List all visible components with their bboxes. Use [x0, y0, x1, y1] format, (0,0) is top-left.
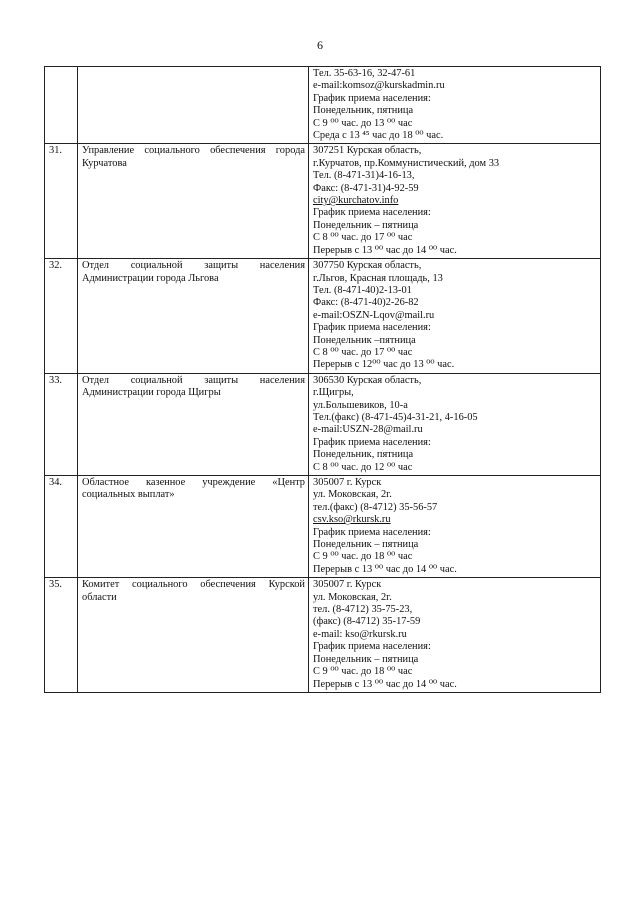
contact-line: г.Щигры,: [313, 387, 354, 399]
contact-line: ул. Моковская, 2г.: [313, 489, 392, 501]
contact-line: ул. Моковская, 2г.: [313, 591, 392, 603]
email-link[interactable]: csv.kso@rkursk.ru: [313, 514, 391, 526]
institutions-table: [44, 66, 601, 693]
contact-line: График приема населения:: [313, 641, 431, 653]
contact-line: Тел. (8-471-40)2-13-01: [313, 284, 412, 296]
email-link[interactable]: city@kurchatov.info: [313, 195, 399, 207]
contact-details: [309, 259, 601, 374]
organization-name: Отдел социальной защиты населения Администрации города Льгова: [78, 259, 309, 374]
row-number: [45, 67, 78, 144]
table-row: [45, 476, 601, 578]
contact-line: г.Курчатов, пр.Коммунистический, дом 33: [313, 157, 500, 169]
contact-line: График приема населения:: [313, 207, 431, 219]
contact-line: (факс) (8-4712) 35-17-59: [313, 616, 421, 628]
contact-line: С 9 ⁰⁰ час. до 18 ⁰⁰ час: [313, 666, 413, 678]
contact-line: Перерыв с 12⁰⁰ час до 13 ⁰⁰ час.: [313, 359, 455, 371]
contact-line: г.Льгов, Красная площадь, 13: [313, 272, 443, 284]
contact-line: Понедельник –пятница: [313, 334, 416, 346]
contact-line: 306530 Курская область,: [313, 374, 422, 386]
contact-line: Перерыв с 13 ⁰⁰ час до 14 ⁰⁰ час.: [313, 244, 457, 256]
contact-line: С 9 ⁰⁰ час. до 13 ⁰⁰ час: [313, 117, 413, 129]
row-number: 31.: [45, 144, 78, 259]
contact-line: Тел. (8-471-31)4-16-13,: [313, 170, 415, 182]
organization-name: Отдел социальной защиты населения Администрации города Щигры: [78, 373, 309, 475]
contact-line: График приема населения:: [313, 92, 431, 104]
contact-line: Факс: (8-471-31)4-92-59: [313, 182, 419, 194]
table-row: [45, 578, 601, 693]
organization-name: Областное казенное учреждение «Центр социальных выплат»: [78, 476, 309, 578]
contact-line: График приема населения:: [313, 322, 431, 334]
contact-line: Тел.(факс) (8-471-45)4-31-21, 4-16-05: [313, 411, 478, 423]
email-line[interactable]: e-mail:OSZN-Lqov@mail.ru: [313, 309, 435, 321]
organization-name: [78, 67, 309, 144]
email-line[interactable]: e-mail:komsoz@kurskadmin.ru: [313, 80, 445, 92]
contact-line: С 9 ⁰⁰ час. до 18 ⁰⁰ час: [313, 551, 413, 563]
table-row: [45, 259, 601, 374]
contact-line: Понедельник – пятница: [313, 219, 419, 231]
contact-line: Понедельник – пятница: [313, 539, 419, 551]
contact-line: С 8 ⁰⁰ час. до 17 ⁰⁰ час: [313, 232, 413, 244]
contact-line: С 8 ⁰⁰ час. до 17 ⁰⁰ час: [313, 346, 413, 358]
organization-name: Управление социального обеспечения города Курчатова: [78, 144, 309, 259]
email-line[interactable]: e-mail:USZN-28@mail.ru: [313, 424, 423, 436]
page-number: 6: [317, 38, 323, 52]
contact-line: График приема населения:: [313, 526, 431, 538]
contact-line: тел. (8-4712) 35-75-23,: [313, 604, 413, 616]
row-number: 35.: [45, 578, 78, 693]
table-row: [45, 67, 601, 144]
contact-line: тел.(факс) (8-4712) 35-56-57: [313, 501, 438, 513]
contact-line: Понедельник – пятница: [313, 653, 419, 665]
contact-details: [309, 373, 601, 475]
contact-line: 305007 г. Курск: [313, 579, 382, 591]
row-number: 32.: [45, 259, 78, 374]
contact-line: Перерыв с 13 ⁰⁰ час до 14 ⁰⁰ час.: [313, 563, 457, 575]
contact-line: Понедельник, пятница: [313, 105, 414, 117]
contact-line: 307750 Курская область,: [313, 260, 422, 272]
contact-line: С 8 ⁰⁰ час. до 12 ⁰⁰ час: [313, 461, 413, 473]
contact-details: [309, 578, 601, 693]
contact-details: [309, 67, 601, 144]
contact-line: 305007 г. Курск: [313, 477, 382, 488]
table-row: [45, 144, 601, 259]
contact-line: 307251 Курская область,: [313, 145, 422, 157]
contact-line: Понедельник, пятница: [313, 449, 414, 461]
email-line[interactable]: e-mail: kso@rkursk.ru: [313, 628, 407, 640]
organization-name: Комитет социального обеспечения Курской области: [78, 578, 309, 693]
contact-line: График приема населения:: [313, 436, 431, 448]
contact-line: Тел. 35-63-16, 32-47-61: [313, 68, 416, 79]
contact-line: Факс: (8-471-40)2-26-82: [313, 297, 419, 309]
row-number: 34.: [45, 476, 78, 578]
contact-line: ул.Большевиков, 10-а: [313, 399, 408, 411]
contact-line: Перерыв с 13 ⁰⁰ час до 14 ⁰⁰ час.: [313, 678, 457, 690]
contact-details: [309, 144, 601, 259]
contact-line: Среда с 13 ⁴⁵ час до 18 ⁰⁰ час.: [313, 130, 444, 142]
row-number: 33.: [45, 373, 78, 475]
table-row: [45, 373, 601, 475]
contact-details: [309, 476, 601, 578]
